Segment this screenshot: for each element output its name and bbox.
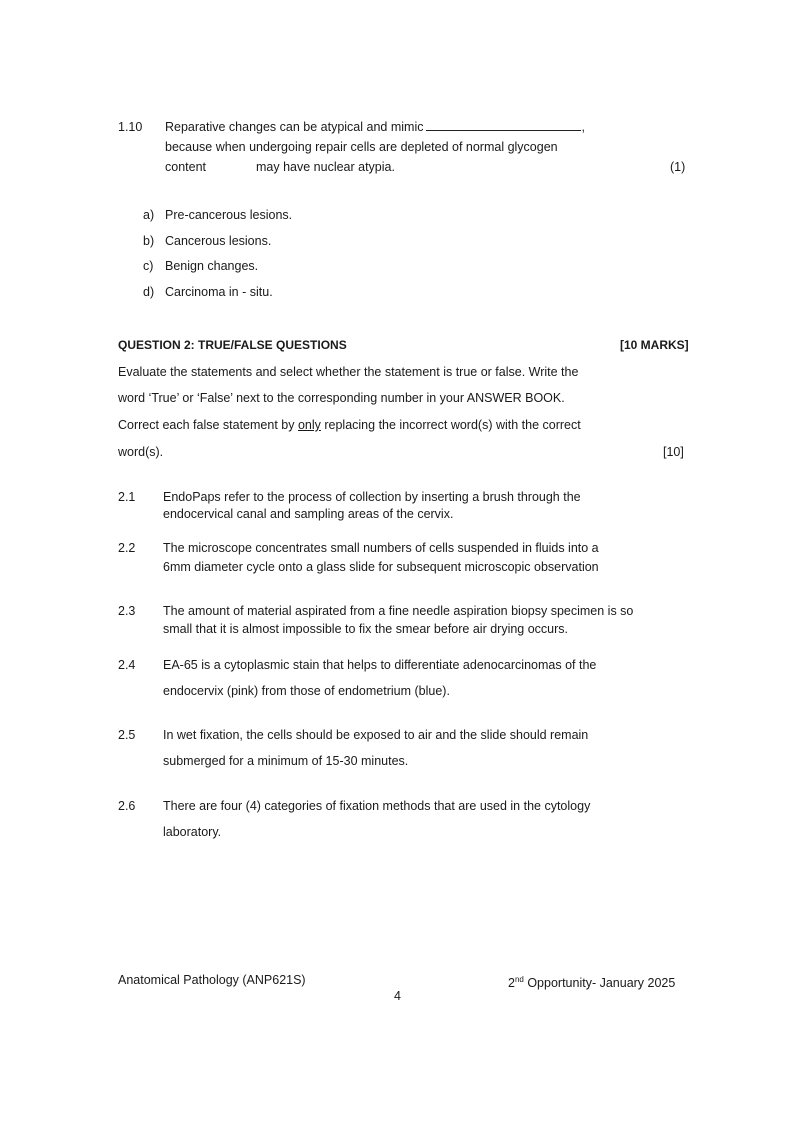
- option-letter: c): [143, 259, 154, 273]
- underlined-word: only: [297, 418, 321, 432]
- question-text: may have nuclear atypia.: [256, 160, 395, 174]
- instructions: Evaluate the statements and select whether the statement is true or false. Write the: [118, 365, 579, 379]
- item-text: 6mm diameter cycle onto a glass slide for subsequent microscopic observation: [163, 560, 599, 574]
- option-text: Carcinoma in - situ.: [165, 285, 273, 299]
- question-text: because when undergoing repair cells are depleted of normal glycogen: [165, 140, 558, 154]
- comma: ,: [581, 120, 585, 134]
- instructions: word(s).: [118, 445, 164, 459]
- marks: [10]: [663, 445, 684, 459]
- question-text: content: [165, 160, 207, 174]
- opportunity: [508, 972, 675, 991]
- item-text: laboratory.: [163, 825, 222, 839]
- option-text: Pre-cancerous lesions.: [165, 208, 293, 222]
- answer-blank: [426, 120, 581, 131]
- item-text: EA-65 is a cytoplasmic stain that helps to differentiate adenocarcinomas of the: [163, 658, 597, 672]
- item-text: endocervix (pink) from those of endometrium (blue).: [163, 684, 450, 698]
- item-text: There are four (4) categories of fixation methods that are used in the cytology: [163, 799, 591, 813]
- question-number: 1.10: [118, 120, 143, 134]
- page-number: 4: [394, 989, 401, 1003]
- item-number: 2.1: [118, 490, 136, 504]
- item-text: endocervical canal and sampling areas of the cervix.: [163, 507, 454, 521]
- item-number: 2.5: [118, 728, 136, 742]
- instructions: word ‘True’ or ‘False’ next to the corresponding number in your ANSWER BOOK.: [118, 391, 565, 405]
- opportunity-text: Opportunity- January 2025: [523, 976, 676, 991]
- option-text: Cancerous lesions.: [165, 234, 272, 248]
- marks: (1): [670, 160, 686, 174]
- option-letter: a): [143, 208, 155, 222]
- instructions: replacing the incorrect word(s) with the correct: [320, 418, 581, 432]
- question-text: Reparative changes can be atypical and mimic: [165, 120, 424, 134]
- ordinal: 2: [508, 976, 515, 991]
- item-text: small that it is almost impossible to fix the smear before air drying occurs.: [163, 622, 569, 636]
- option-letter: b): [143, 234, 155, 248]
- option-letter: d): [143, 285, 155, 299]
- item-number: 2.6: [118, 799, 136, 813]
- item-number: 2.2: [118, 541, 136, 555]
- option-text: Benign changes.: [165, 259, 259, 273]
- section-marks: [10 MARKS]: [620, 338, 689, 352]
- item-text: submerged for a minimum of 15-30 minutes.: [163, 754, 409, 768]
- item-number: 2.4: [118, 658, 136, 672]
- item-text: EndoPaps refer to the process of collection by inserting a brush through the: [163, 490, 581, 504]
- item-text: In wet fixation, the cells should be exposed to air and the slide should remain: [163, 728, 589, 742]
- ordinal-suffix: nd: [514, 975, 524, 984]
- instructions: Correct each false statement by: [118, 418, 298, 432]
- course-name: Anatomical Pathology (ANP621S): [118, 973, 306, 987]
- item-text: The microscope concentrates small numbers of cells suspended in fluids into a: [163, 541, 599, 555]
- section-heading: QUESTION 2: TRUE/FALSE QUESTIONS: [118, 338, 347, 352]
- item-number: 2.3: [118, 604, 136, 618]
- item-text: The amount of material aspirated from a fine needle aspiration biopsy specimen is so: [163, 604, 634, 618]
